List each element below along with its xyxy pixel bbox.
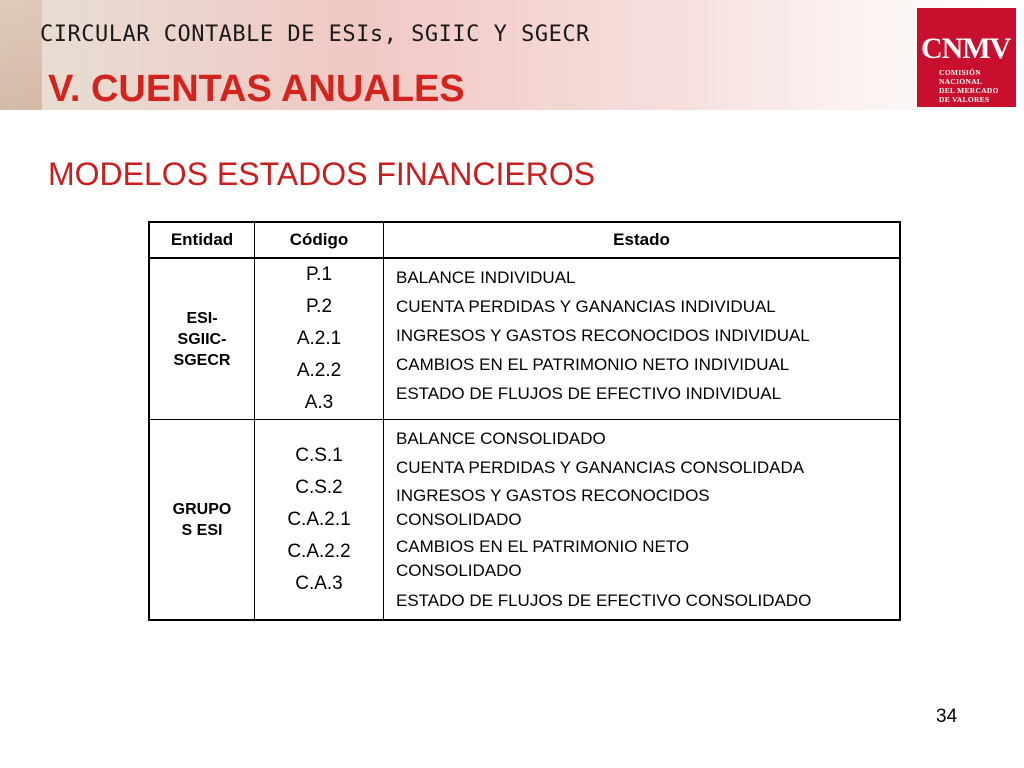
page-number: 34 [936, 706, 958, 727]
table-row [149, 420, 900, 621]
codigo-item: P.1 [305, 264, 333, 285]
entidad-label: GRUPO [172, 500, 232, 518]
table-row [149, 258, 900, 420]
codigo-item: A.2.1 [296, 328, 342, 349]
logo-acronym: CNMV [921, 32, 1011, 65]
estado-item: INGRESOS Y GASTOS RECONOCIDOS CONSOLIDADO [396, 486, 710, 529]
estado-cell [384, 420, 901, 621]
section-title: MODELOS ESTADOS FINANCIEROS [48, 156, 596, 192]
header-banner [0, 0, 1024, 110]
cnmv-logo [917, 8, 1016, 107]
page-title: V. CUENTAS ANUALES [48, 68, 465, 110]
column-header-entidad: Entidad [149, 222, 255, 258]
logo-text [939, 68, 999, 104]
entidad-cell [149, 258, 255, 420]
codigo-item: P.2 [305, 296, 333, 317]
estado-item: BALANCE CONSOLIDADO [396, 429, 606, 448]
estado-cell [384, 258, 901, 420]
codigo-cell [255, 258, 384, 420]
entidad-label: SGIIC- [177, 330, 227, 348]
column-header-codigo: Código [255, 222, 384, 258]
table-body [149, 258, 900, 620]
logo-line: NACIONAL [939, 77, 983, 86]
codigo-item: C.S.2 [295, 476, 343, 498]
codigo-item: C.A.2.1 [287, 508, 351, 530]
estado-item: ESTADO DE FLUJOS DE EFECTIVO INDIVIDUAL [396, 384, 782, 403]
logo-line: DE VALORES [939, 95, 990, 104]
table-header-row [149, 222, 900, 258]
estado-item: CAMBIOS EN EL PATRIMONIO NETO INDIVIDUAL [396, 355, 790, 374]
codigo-cell [255, 420, 384, 621]
financial-statements-table [148, 221, 901, 621]
entidad-cell [149, 420, 255, 621]
entidad-label: SGECR [173, 351, 231, 369]
codigo-item: C.A.2.2 [287, 540, 351, 562]
codigo-item: A.3 [304, 392, 334, 413]
codigo-item: A.2.2 [296, 360, 342, 381]
logo-line: DEL MERCADO [939, 86, 999, 95]
column-header-estado: Estado [384, 222, 901, 258]
codigo-item: C.S.1 [295, 444, 343, 466]
estado-item: INGRESOS Y GASTOS RECONOCIDOS INDIVIDUAL [396, 326, 810, 345]
estado-item: BALANCE INDIVIDUAL [396, 268, 576, 287]
entidad-label: S ESI [181, 521, 223, 539]
entidad-label: ESI- [186, 309, 218, 327]
header-subtitle: CIRCULAR CONTABLE DE ESIs, SGIIC Y SGECR [40, 22, 590, 47]
estado-item: CAMBIOS EN EL PATRIMONIO NETO CONSOLIDADO [396, 537, 690, 580]
estado-item: CUENTA PERDIDAS Y GANANCIAS CONSOLIDADA [396, 458, 805, 477]
estado-item: ESTADO DE FLUJOS DE EFECTIVO CONSOLIDADO [396, 591, 812, 610]
codigo-item: C.A.3 [295, 572, 343, 594]
estado-item: CUENTA PERDIDAS Y GANANCIAS INDIVIDUAL [396, 297, 776, 316]
logo-line: COMISIÓN [939, 68, 981, 77]
banner-stripe [0, 0, 42, 110]
